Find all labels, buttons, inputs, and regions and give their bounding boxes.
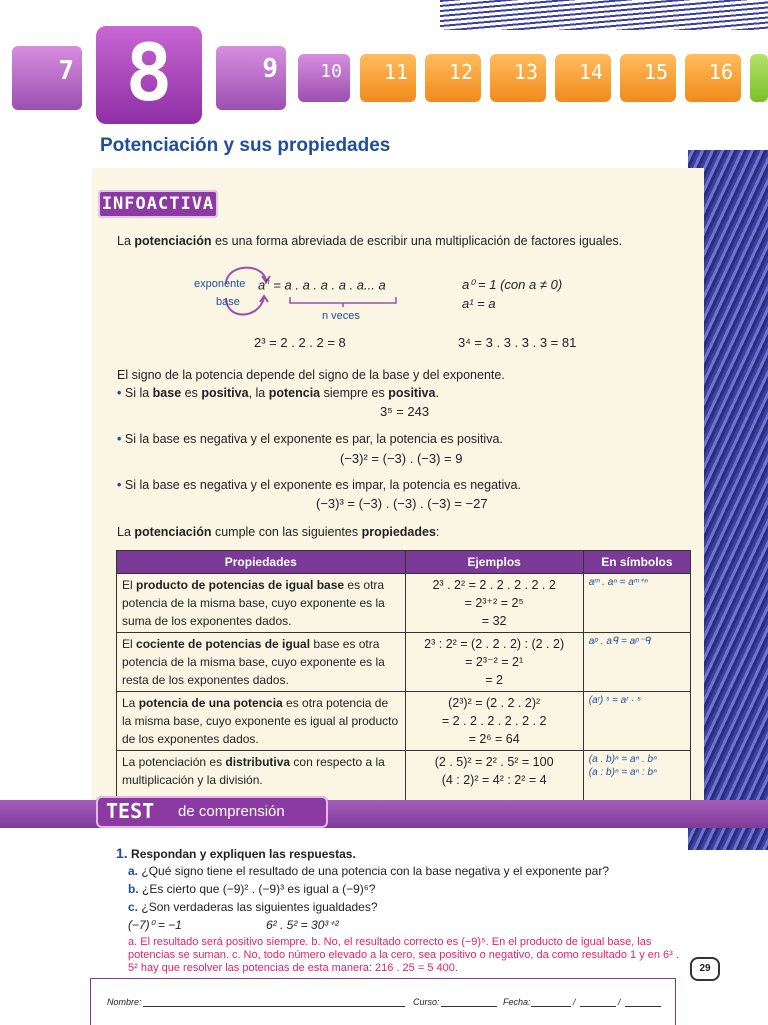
chapter-tab-next[interactable] [750, 54, 768, 102]
p-bold: producto de potencias de igual base [136, 578, 345, 592]
table-row [117, 574, 691, 633]
r1-pos2: positiva [388, 386, 436, 400]
symbol-cell [583, 574, 690, 633]
r1-pos: positiva [201, 386, 249, 400]
r1-pot: potencia [268, 386, 321, 400]
equality-2: 6² . 5² = 30³⁺² [266, 918, 339, 932]
question-number: 1. [116, 845, 128, 861]
sign-example-3: (−3)³ = (−3) . (−3) . (−3) = −27 [316, 496, 488, 511]
brace-icon [288, 295, 398, 307]
example-cell [405, 574, 583, 633]
field-curso[interactable] [441, 1006, 497, 1007]
one-exponent-rule: a¹ = a [462, 296, 496, 311]
pi-b1: potenciación [134, 525, 212, 539]
example-cell [405, 751, 583, 808]
equality-1: (−7)⁰ = −1 [128, 918, 182, 932]
ex-line: (2 . 5)² = 2² . 5² = 100 [434, 755, 554, 769]
sign-rule-2 [117, 432, 503, 446]
label-base: base [216, 296, 240, 308]
sign-intro: El signo de la potencia depende del signo de la base y del exponente. [117, 368, 505, 382]
chapter-tab-12[interactable]: 12 [425, 54, 481, 102]
sym-line: (a . b)ⁿ = aⁿ . bⁿ [588, 754, 657, 765]
label-nombre: Nombre: [107, 997, 142, 1007]
student-footer [90, 978, 676, 1025]
sym-line: (a : b)ⁿ = aⁿ : bⁿ [588, 767, 657, 778]
formula-rest: = a . a . a . a . a... a [269, 277, 386, 293]
label-curso: Curso: [413, 997, 440, 1007]
letter-c: c. [128, 900, 139, 914]
page-title: Potenciación y sus propiedades [100, 135, 391, 156]
sym-line: (aʳ) ˢ = aʳ · ˢ [588, 695, 641, 706]
test-label-b: de comprensión [178, 803, 285, 820]
bullet-icon: • [117, 432, 125, 446]
field-dia[interactable] [531, 1006, 571, 1007]
property-cell [117, 574, 406, 633]
infoactiva-label: INFOACTIVA [101, 194, 215, 214]
r1-d: siempre es [320, 386, 389, 400]
ex-line: = 2 [485, 673, 504, 687]
intro-bold: potenciación [134, 234, 212, 248]
example-cell [405, 692, 583, 751]
ex-line: = 2³⁺² = 2⁵ [464, 596, 524, 610]
chapter-tab-7[interactable]: 7 [12, 46, 82, 110]
table-row [117, 692, 691, 751]
question-c-text: ¿Son verdaderas las siguientes igualdades? [141, 900, 378, 914]
chapter-tab-14[interactable]: 14 [555, 54, 611, 102]
ex-line: = 2⁶ = 64 [468, 732, 520, 746]
pi-mid: cumple con las siguientes [211, 525, 362, 539]
r1-e: . [435, 386, 439, 400]
p-post: base es otra potencia de la misma base, cuyo exponente es la resta de los exponentes dados. [122, 637, 385, 687]
letter-a: a. [128, 864, 139, 878]
header-ejemplos: Ejemplos [405, 551, 583, 574]
chapter-tab-15[interactable]: 15 [620, 54, 676, 102]
date-slash-2: / [618, 997, 621, 1007]
sign-rule-2-text: Si la base es negativa y el exponente es par, la potencia es positiva. [124, 432, 503, 446]
pi-pre: La [117, 525, 135, 539]
infoactiva-badge [98, 190, 218, 218]
pi-b2: propiedades [361, 525, 436, 539]
p-post: es otra potencia de la misma base, cuyo exponente es la suma de los exponentes dados. [122, 578, 385, 628]
field-mes[interactable] [580, 1006, 616, 1007]
ex-line: 2³ : 2² = (2 . 2 . 2) : (2 . 2) [424, 637, 565, 651]
date-slash-1: / [573, 997, 576, 1007]
bullet-icon: • [117, 478, 125, 492]
p-pre: El [122, 637, 137, 651]
ex-line: = 2³⁻² = 2¹ [465, 655, 524, 669]
header-simbolos: En símbolos [583, 551, 690, 574]
example-3-fourth: 3⁴ = 3 . 3 . 3 . 3 = 81 [458, 335, 577, 350]
r1-a: Si la [124, 386, 153, 400]
symbol-cell [583, 633, 690, 692]
sign-example-2: (−3)² = (−3) . (−3) = 9 [340, 451, 463, 466]
sym-line: aᵖ . aᑫ = aᵖ⁻ᑫ [588, 636, 651, 647]
table-row [117, 633, 691, 692]
example-cell [405, 633, 583, 692]
label-exponente: exponente [194, 278, 246, 290]
question-b-text: ¿Es cierto que (−9)² . (−9)³ es igual a (−9)⁶? [142, 882, 376, 896]
chapter-tab-13[interactable]: 13 [490, 54, 546, 102]
sign-example-1: 3⁵ = 243 [380, 404, 430, 419]
p-pre: La potenciación es [122, 755, 226, 769]
power-definition [258, 277, 386, 292]
p-bold: potencia de una potencia [138, 696, 283, 710]
chapter-tab-9[interactable]: 9 [216, 46, 286, 110]
ex-line: 2³ . 2² = 2 . 2 . 2 . 2 . 2 [432, 578, 556, 592]
question-a [128, 864, 609, 878]
test-label-a: TEST [106, 799, 155, 823]
question-title [116, 845, 356, 861]
sign-rule-3 [117, 478, 521, 492]
table-header [117, 551, 691, 574]
properties-intro [117, 525, 439, 539]
formula-a: a [258, 277, 266, 293]
chapter-tab-11[interactable]: 11 [360, 54, 416, 102]
properties-table [116, 550, 691, 808]
sym-line: aᵐ . aⁿ = aᵐ⁺ⁿ [588, 577, 648, 588]
question-a-text: ¿Qué signo tiene el resultado de una potencia con la base negativa y el exponente par? [141, 864, 610, 878]
letter-b: b. [128, 882, 139, 896]
zero-exponent-rule: a⁰ = 1 (con a ≠ 0) [462, 277, 563, 292]
page-number: 29 [690, 957, 720, 981]
chapter-tab-8-active[interactable]: 8 [96, 26, 202, 124]
p-bold: distributiva [225, 755, 291, 769]
chapter-tab-10[interactable]: 10 [298, 54, 350, 102]
r1-b: es [181, 386, 202, 400]
label-fecha: Fecha: [503, 997, 531, 1007]
header-propiedades: Propiedades [117, 551, 406, 574]
p-post: es otra potencia de la misma base, cuyo exponente es igual al producto de los exponentes dados. [122, 696, 399, 746]
property-cell [117, 692, 406, 751]
field-anio[interactable] [625, 1006, 661, 1007]
intro-pre: La [117, 234, 135, 248]
pi-end: : [435, 525, 440, 539]
sign-rule-1 [117, 386, 439, 400]
p-pre: El [122, 578, 137, 592]
test-badge [96, 796, 328, 828]
symbol-cell [583, 751, 690, 808]
ex-line: (4 : 2)² = 4² : 2² = 4 [441, 773, 547, 787]
question-title-text: Respondan y expliquen las respuestas. [131, 847, 356, 861]
chapter-tab-16[interactable]: 16 [685, 54, 741, 102]
question-b [128, 882, 375, 896]
ex-line: = 2 . 2 . 2 . 2 . 2 . 2 [441, 714, 547, 728]
top-decoration [440, 0, 768, 30]
p-post: con respecto a la multiplicación y la división. [122, 755, 385, 787]
ex-line: = 32 [481, 614, 507, 628]
r1-base: base [152, 386, 182, 400]
p-pre: La [122, 696, 139, 710]
formula-n: n [265, 277, 270, 286]
ex-line: (2³)² = (2 . 2 . 2)² [448, 696, 541, 710]
property-cell [117, 633, 406, 692]
sign-rule-3-text: Si la base es negativa y el exponente es impar, la potencia es negativa. [124, 478, 521, 492]
symbol-cell [583, 692, 690, 751]
field-nombre[interactable] [143, 1006, 405, 1007]
intro-post: es una forma abreviada de escribir una multiplicación de factores iguales. [211, 234, 623, 248]
intro-text [117, 234, 622, 248]
question-c [128, 900, 378, 914]
answer-text: a. El resultado será positivo siempre. b. No, el resultado correcto es (−9)⁵. En el producto de igual base, las potencias se suman. c. No, todo número elevado a la cero, sea positivo o negativo, da como resultado 1 y en 6³ . 5² hay que resolver las potencias de esta manera: 216 . 25 = 5 400. [128, 936, 679, 974]
r1-c: , la [248, 386, 269, 400]
bullet-icon: • [117, 386, 125, 400]
example-2-cubed: 2³ = 2 . 2 . 2 = 8 [254, 335, 346, 350]
p-bold: cociente de potencias de igual [136, 637, 311, 651]
label-n-veces: n veces [322, 310, 360, 322]
